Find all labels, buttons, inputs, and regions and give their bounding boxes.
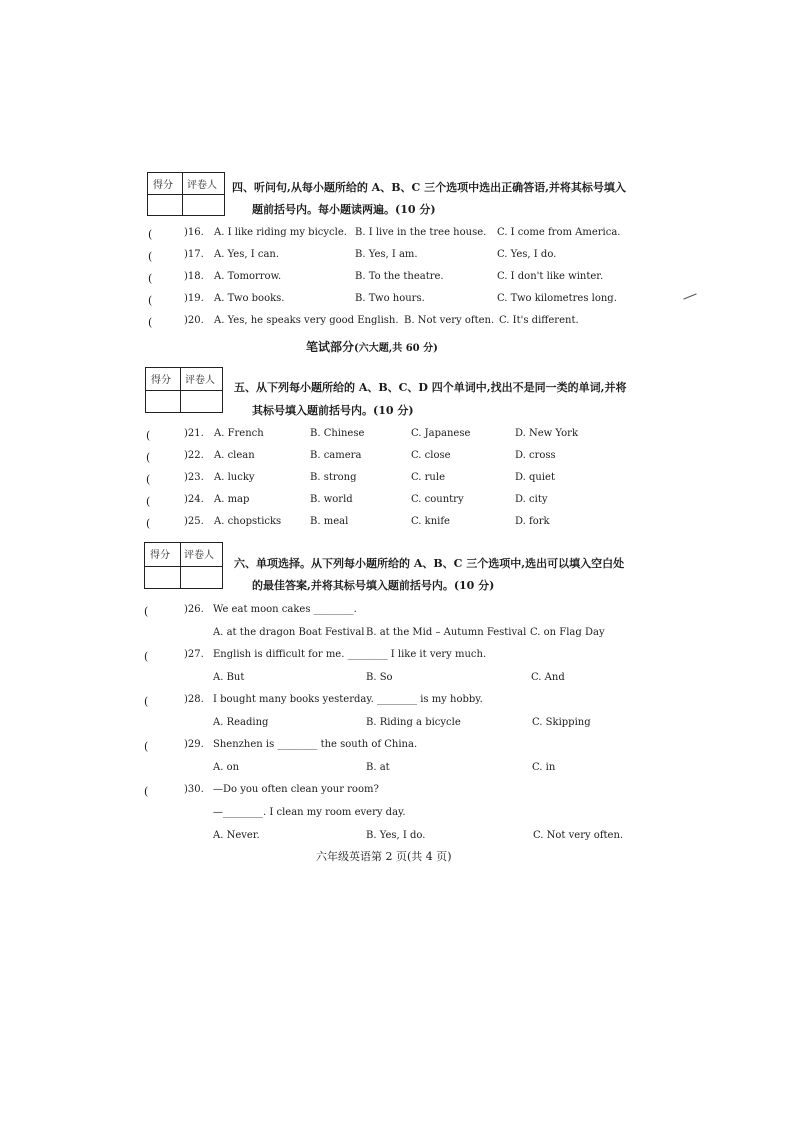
question-number: )17. [184,249,204,260]
score-box-section6 [144,542,223,589]
answer-bracket: ( [148,228,153,241]
section6-title: 六、单项选择。从下列每小题所给的 A、B、C 三个选项中,选出可以填入空白处 [234,557,625,570]
score-box-divider [180,368,181,412]
section5-title-cont: 其标号填入题前括号内。(10 分) [252,404,414,417]
option-b: B. Chinese [310,428,365,439]
answer-bracket: ( [144,785,149,798]
question-stem-reply: —________. I clean my room every day. [213,807,406,818]
page-footer: 六年级英语第 2 页(共 4 页) [316,850,452,863]
option-b: B. I live in the tree house. [355,227,487,238]
answer-bracket: ( [144,740,149,753]
answer-bracket: ( [146,473,151,486]
option-c: C. in [532,762,556,773]
answer-bracket: ( [146,429,151,442]
score-box-divider [145,566,222,567]
option-a: A. at the dragon Boat Festival [213,627,365,638]
score-label: 得分 [150,550,170,561]
score-box-section4 [147,172,225,216]
question-number: )23. [184,472,204,483]
question-number: )27. [184,649,204,660]
answer-bracket: ( [148,294,153,307]
score-box-divider [146,390,222,391]
written-part-subtitle: (六大题,共 60 分) [354,343,438,354]
question-number: )18. [184,271,204,282]
section4-title: 四、听问句,从每小题所给的 A、B、C 三个选项中选出正确答语,并将其标号填入 [232,181,626,194]
question-number: )20. [184,315,204,326]
question-number: )29. [184,739,204,750]
option-a: A. map [214,494,250,505]
score-label: 得分 [153,180,173,191]
option-b: B. Two hours. [355,293,425,304]
score-box-divider [148,194,224,195]
question-stem: Shenzhen is ________ the south of China. [213,739,418,750]
option-d: D. city [515,494,548,505]
option-c: C. And [531,672,565,683]
answer-bracket: ( [144,605,149,618]
option-b: B. at [366,762,390,773]
score-box-divider [182,173,183,215]
grader-label: 评卷人 [187,180,217,191]
option-c: C. country [411,494,464,505]
stray-pen-mark [683,293,696,299]
grader-label: 评卷人 [184,550,214,561]
option-b: B. To the theatre. [355,271,444,282]
option-c: C. Skipping [532,717,591,728]
question-number: )21. [184,428,204,439]
answer-bracket: ( [148,250,153,263]
written-part-heading [306,336,438,355]
question-stem: English is difficult for me. ________ I like it very much. [213,649,487,660]
option-a: A. chopsticks [214,516,282,527]
option-a: A. on [213,762,240,773]
section5-title: 五、从下列每小题所给的 A、B、C、D 四个单词中,找出不是同一类的单词,并将 [234,381,627,394]
option-c: C. rule [411,472,445,483]
option-a: A. French [214,428,264,439]
option-d: D. fork [515,516,550,527]
option-c: C. I don't like winter. [497,271,604,282]
grader-label: 评卷人 [185,375,215,386]
option-b: B. strong [310,472,357,483]
option-d: D. New York [515,428,579,439]
question-number: )25. [184,516,204,527]
option-b: B. Yes, I do. [366,830,426,841]
option-a: A. Never. [213,830,260,841]
option-c: C. on Flag Day [530,627,605,638]
option-c: C. close [411,450,451,461]
answer-bracket: ( [148,316,153,329]
option-a: A. Yes, I can. [214,249,280,260]
section4-title-cont: 题前括号内。每小题读两遍。(10 分) [252,203,436,216]
score-box-divider [180,543,181,588]
section6-title-cont: 的最佳答案,并将其标号填入题前括号内。(10 分) [252,579,495,592]
option-b: B. at the Mid – Autumn Festival [366,627,527,638]
option-b: B. camera [310,450,362,461]
option-c: C. It's different. [499,315,579,326]
answer-bracket: ( [148,272,153,285]
score-label: 得分 [151,375,171,386]
question-stem: —Do you often clean your room? [213,784,379,795]
option-b: B. Not very often. [404,315,495,326]
question-number: )24. [184,494,204,505]
option-b: B. Yes, I am. [355,249,418,260]
option-c: C. knife [411,516,450,527]
written-part-title: 笔试部分 [306,340,355,354]
score-box-section5 [145,367,223,413]
option-a: A. I like riding my bicycle. [214,227,347,238]
option-b: B. world [310,494,353,505]
question-number: )22. [184,450,204,461]
answer-bracket: ( [144,650,149,663]
option-c: C. Not very often. [533,830,624,841]
option-a: A. Two books. [214,293,285,304]
option-a: A. Yes, he speaks very good English. [214,315,399,326]
option-c: C. Japanese [411,428,471,439]
option-c: C. I come from America. [497,227,621,238]
question-number: )28. [184,694,204,705]
question-number: )16. [184,227,204,238]
answer-bracket: ( [144,695,149,708]
option-d: D. quiet [515,472,555,483]
question-stem: I bought many books yesterday. ________ is my hobby. [213,694,483,705]
option-d: D. cross [515,450,556,461]
option-c: C. Two kilometres long. [497,293,617,304]
answer-bracket: ( [146,495,151,508]
question-stem: We eat moon cakes ________. [213,604,357,615]
option-b: B. Riding a bicycle [366,717,461,728]
option-a: A. But [213,672,245,683]
option-a: A. Tomorrow. [214,271,282,282]
option-a: A. lucky [214,472,255,483]
option-c: C. Yes, I do. [497,249,557,260]
question-number: )30. [184,784,204,795]
option-b: B. meal [310,516,349,527]
option-a: A. clean [214,450,255,461]
question-number: )19. [184,293,204,304]
question-number: )26. [184,604,204,615]
option-a: A. Reading [213,717,269,728]
option-b: B. So [366,672,393,683]
answer-bracket: ( [146,517,151,530]
answer-bracket: ( [146,451,151,464]
